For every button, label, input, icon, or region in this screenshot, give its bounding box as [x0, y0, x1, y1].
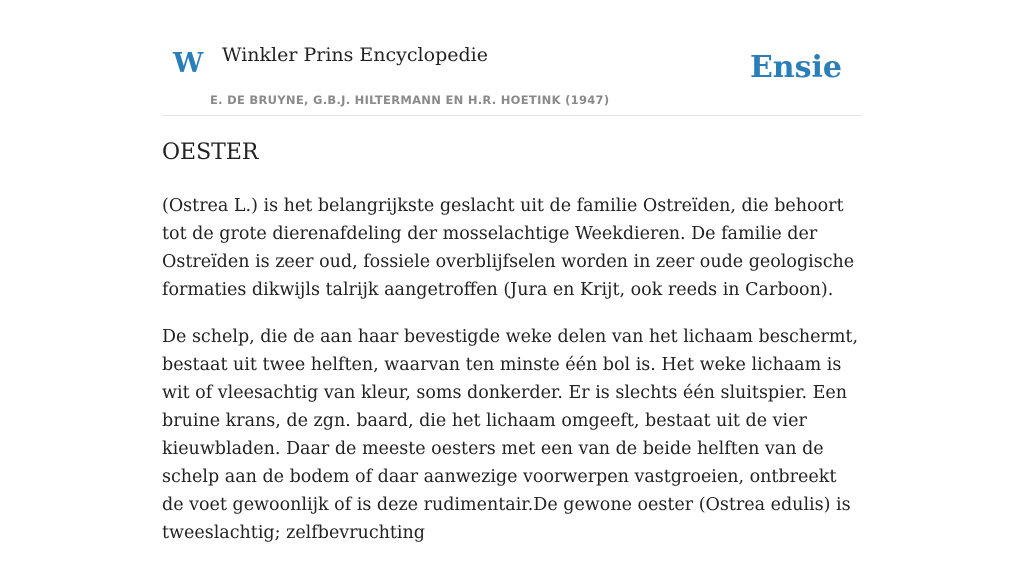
entry-title: OESTER [162, 140, 259, 165]
page-content [162, 0, 862, 543]
source-authors: E. DE BRUYNE, G.B.J. HILTERMANN EN H.R. HOETINK (1947) [210, 93, 610, 107]
ensie-logo[interactable]: Ensie [749, 50, 842, 85]
article-body [162, 192, 862, 566]
source-title-link[interactable]: Winkler Prins Encyclopedie [222, 44, 488, 66]
article-paragraph: De schelp, die de aan haar bevestigde weke delen van het lichaam beschermt, bestaat uit twee helften, waarvan ten minste één bol is. Het weke lichaam is wit of vleesachtig van kleur, soms donkerder. Er is slechts één sluitspier. Een bruine krans, de zgn. baard, die het lichaam omgeeft, bestaat uit de vier kieuwbladen. Daar de meeste oesters met een van de beide helften van de schelp aan de bodem of daar aanwezige voorwerpen vastgroeien, ontbreekt de voet gewoonlijk of is deze rudimentair.De gewone oester (Ostrea edulis) is tweeslachtig; zelfbevruchting [162, 327, 859, 543]
source-logo-icon[interactable]: W [173, 48, 204, 79]
source-header [162, 0, 862, 116]
article-paragraph: (Ostrea L.) is het belangrijkste geslacht uit de familie Ostreïden, die behoort tot de grote dierenafdeling der mosselachtige Weekdieren. De familie der Ostreïden is zeer oud, fossiele overblijfselen worden in zeer oude geologische formaties dikwijls talrijk aangetroffen (Jura en Krijt, ook reeds in Carboon). [162, 196, 855, 300]
